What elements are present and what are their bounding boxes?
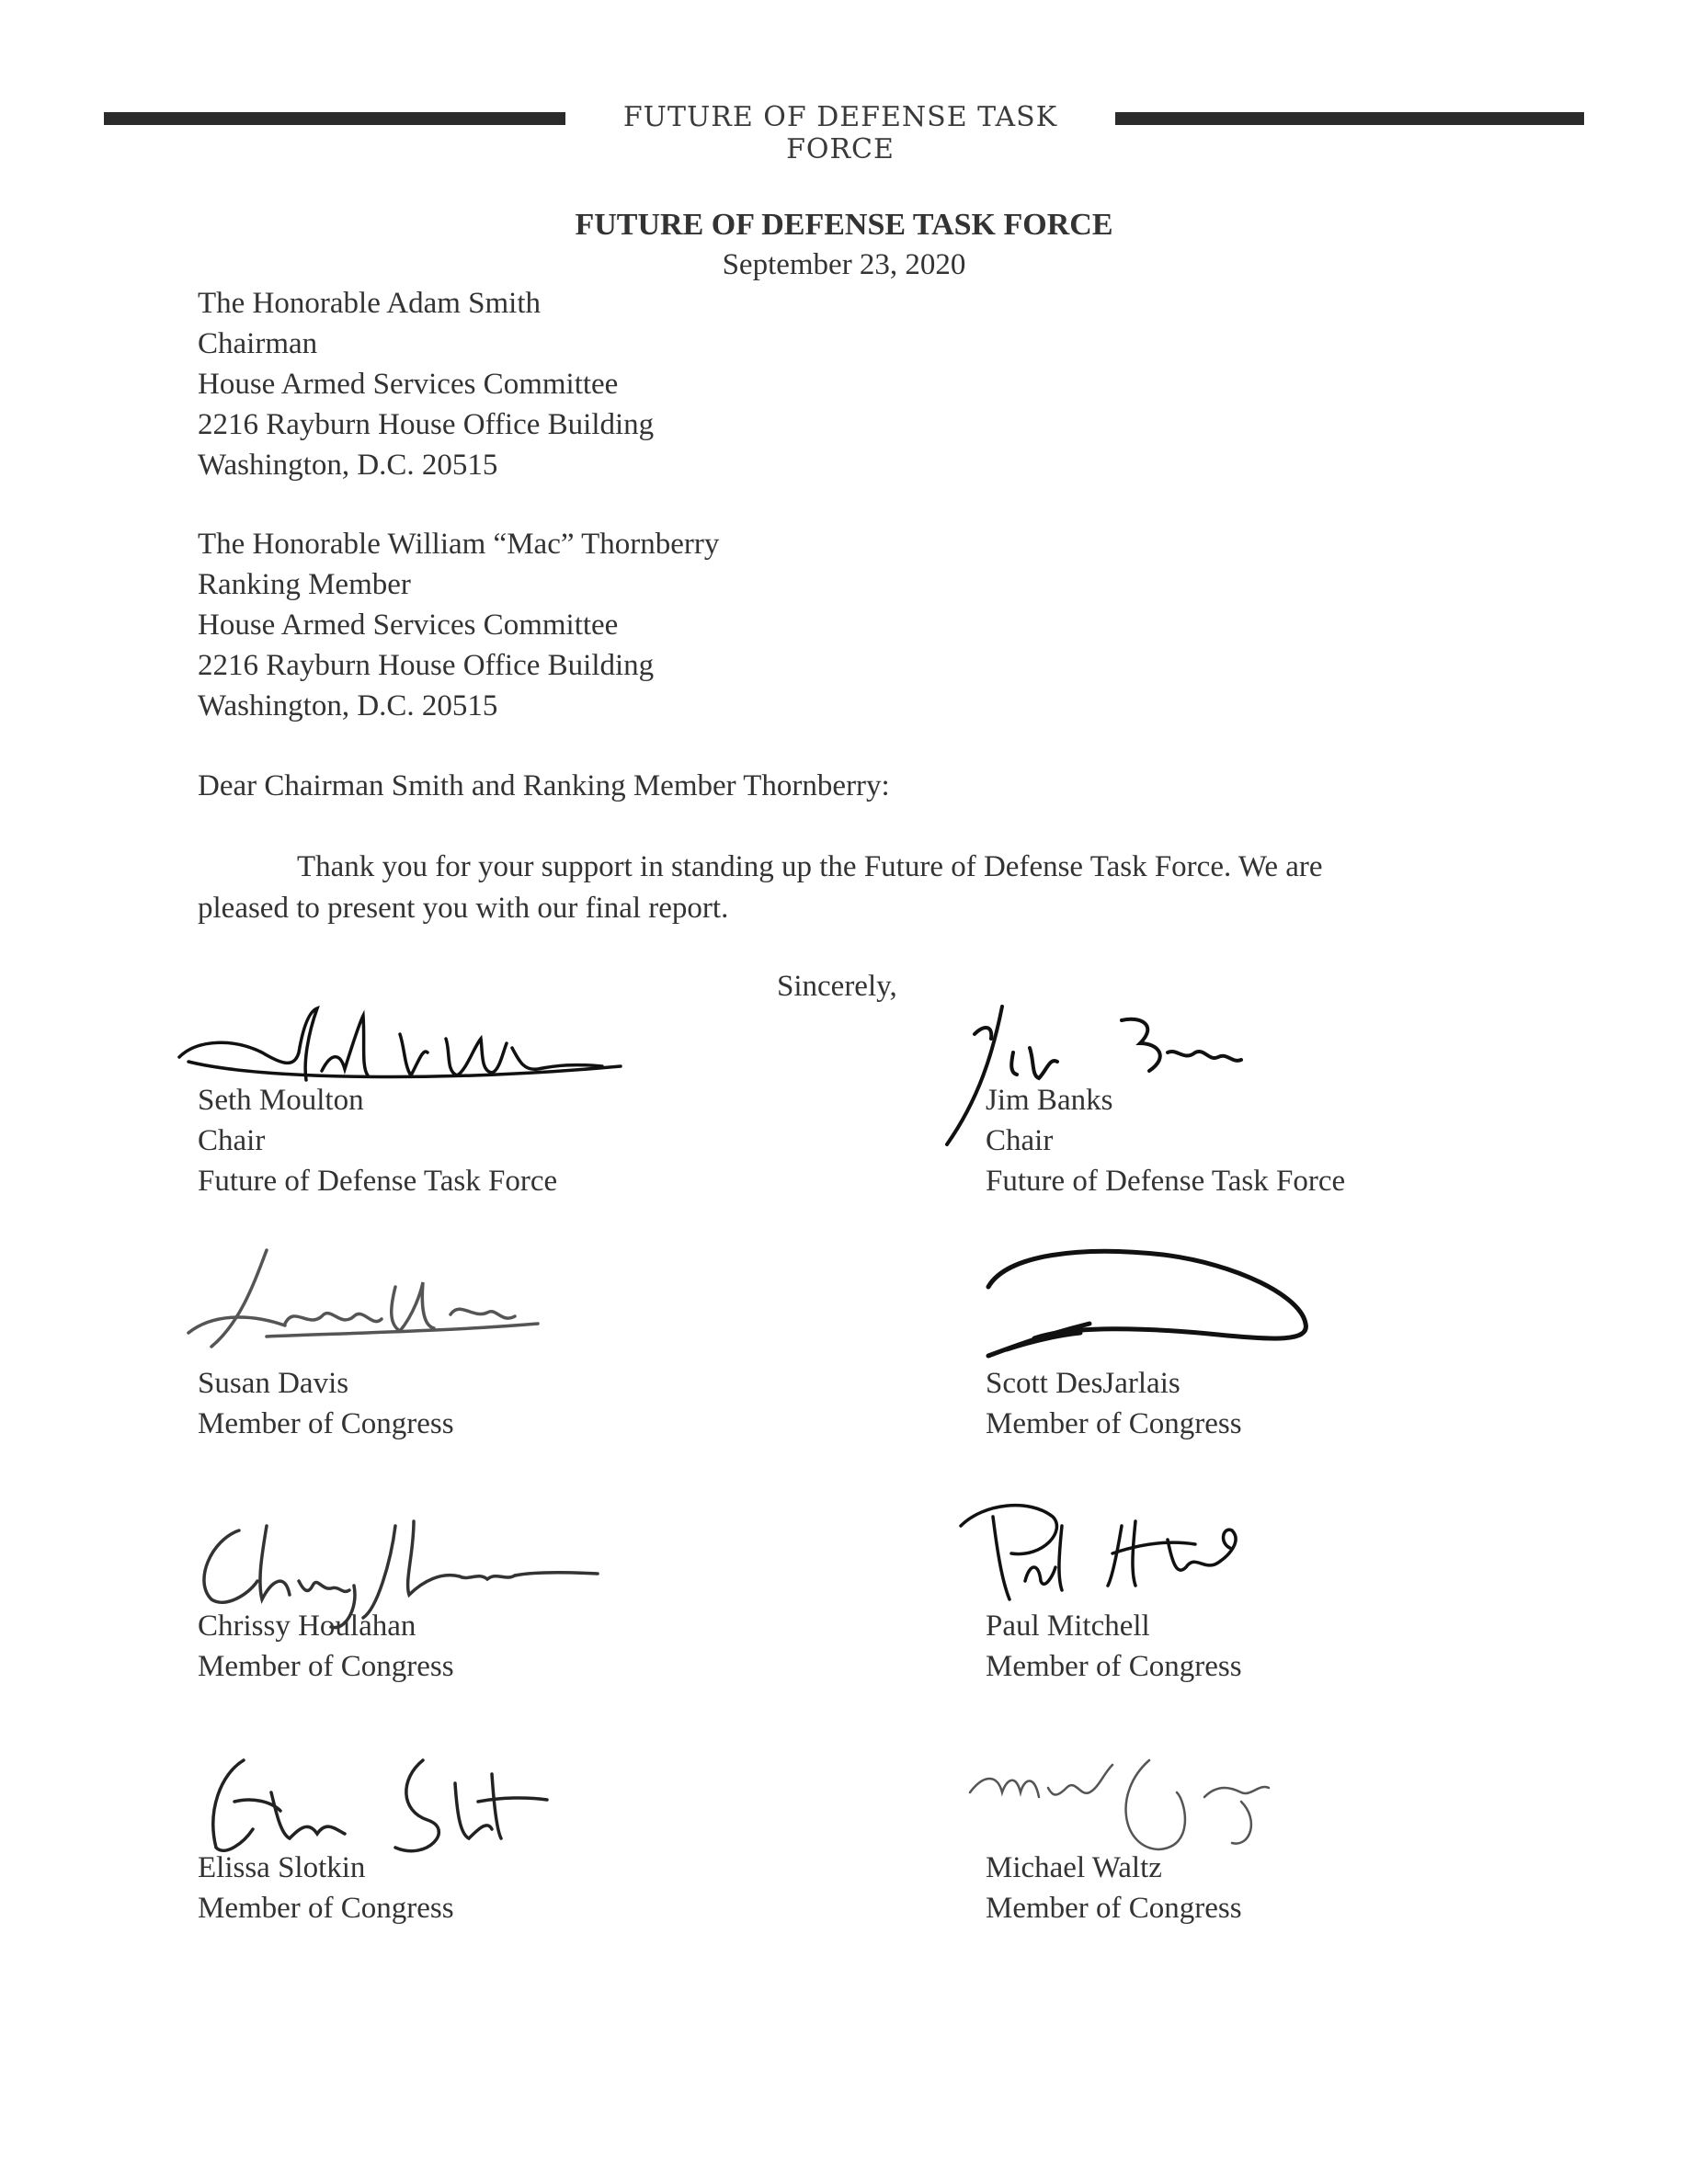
signatory-name: Paul Mitchell xyxy=(986,1610,1150,1643)
addressee-block-1 xyxy=(198,283,654,485)
addressee-street: 2216 Rayburn House Office Building xyxy=(198,649,655,682)
signatory-chrissy-houlahan xyxy=(198,1606,454,1687)
signatory-title: Chair xyxy=(986,1124,1054,1157)
closing: Sincerely, xyxy=(777,970,897,1003)
banner-title: FUTURE OF DEFENSE TASK FORCE xyxy=(622,101,1058,165)
signatory-scott-desjarlais xyxy=(986,1363,1242,1444)
signatory-michael-waltz xyxy=(986,1848,1242,1928)
signatory-title: Member of Congress xyxy=(198,1892,454,1925)
signatory-susan-davis xyxy=(198,1363,454,1444)
addressee-city: Washington, D.C. 20515 xyxy=(198,449,498,482)
signatory-elissa-slotkin xyxy=(198,1848,454,1928)
letter-heading: FUTURE OF DEFENSE TASK FORCE xyxy=(575,208,1113,242)
signatory-jim-banks xyxy=(986,1080,1345,1201)
body-line: pleased to present you with our final report. xyxy=(198,892,729,925)
signatory-title: Member of Congress xyxy=(986,1650,1242,1683)
addressee-block-2 xyxy=(198,524,719,726)
signatory-name: Susan Davis xyxy=(198,1367,349,1400)
signature-scott-desjarlais xyxy=(979,1232,1319,1370)
signatory-title: Member of Congress xyxy=(198,1407,454,1440)
signatory-name: Chrissy Houlahan xyxy=(198,1610,416,1643)
addressee-name: The Honorable Adam Smith xyxy=(198,287,542,320)
addressee-committee: House Armed Services Committee xyxy=(198,368,619,401)
signatory-title: Member of Congress xyxy=(986,1892,1242,1925)
banner-rule-right xyxy=(1115,112,1584,125)
signatory-org: Future of Defense Task Force xyxy=(986,1165,1346,1198)
signature-susan-davis xyxy=(175,1241,542,1360)
signatory-org: Future of Defense Task Force xyxy=(198,1165,558,1198)
addressee-name: The Honorable William “Mac” Thornberry xyxy=(198,528,720,561)
body-line: Thank you for your support in standing up the Future of Defense Task Force. We are xyxy=(297,850,1323,883)
addressee-city: Washington, D.C. 20515 xyxy=(198,689,498,722)
signature-paul-mitchell xyxy=(956,1489,1269,1618)
addressee-street: 2216 Rayburn House Office Building xyxy=(198,408,655,441)
addressee-committee: House Armed Services Committee xyxy=(198,609,619,642)
signatory-title: Chair xyxy=(198,1124,266,1157)
signatory-name: Elissa Slotkin xyxy=(198,1851,366,1884)
signatory-name: Michael Waltz xyxy=(986,1851,1162,1884)
signatory-title: Member of Congress xyxy=(986,1407,1242,1440)
signatory-name: Scott DesJarlais xyxy=(986,1367,1180,1400)
signatory-name: Seth Moulton xyxy=(198,1084,364,1117)
body-paragraph xyxy=(198,847,1503,929)
letter-date: September 23, 2020 xyxy=(722,248,966,281)
addressee-title: Chairman xyxy=(198,327,318,360)
banner-rule-left xyxy=(104,112,565,125)
signatory-paul-mitchell xyxy=(986,1606,1242,1687)
signatory-seth-moulton xyxy=(198,1080,557,1201)
signatory-title: Member of Congress xyxy=(198,1650,454,1683)
salutation: Dear Chairman Smith and Ranking Member Thornberry: xyxy=(198,769,890,802)
header-banner xyxy=(104,101,1584,165)
addressee-title: Ranking Member xyxy=(198,568,411,601)
signatory-name: Jim Banks xyxy=(986,1084,1113,1117)
